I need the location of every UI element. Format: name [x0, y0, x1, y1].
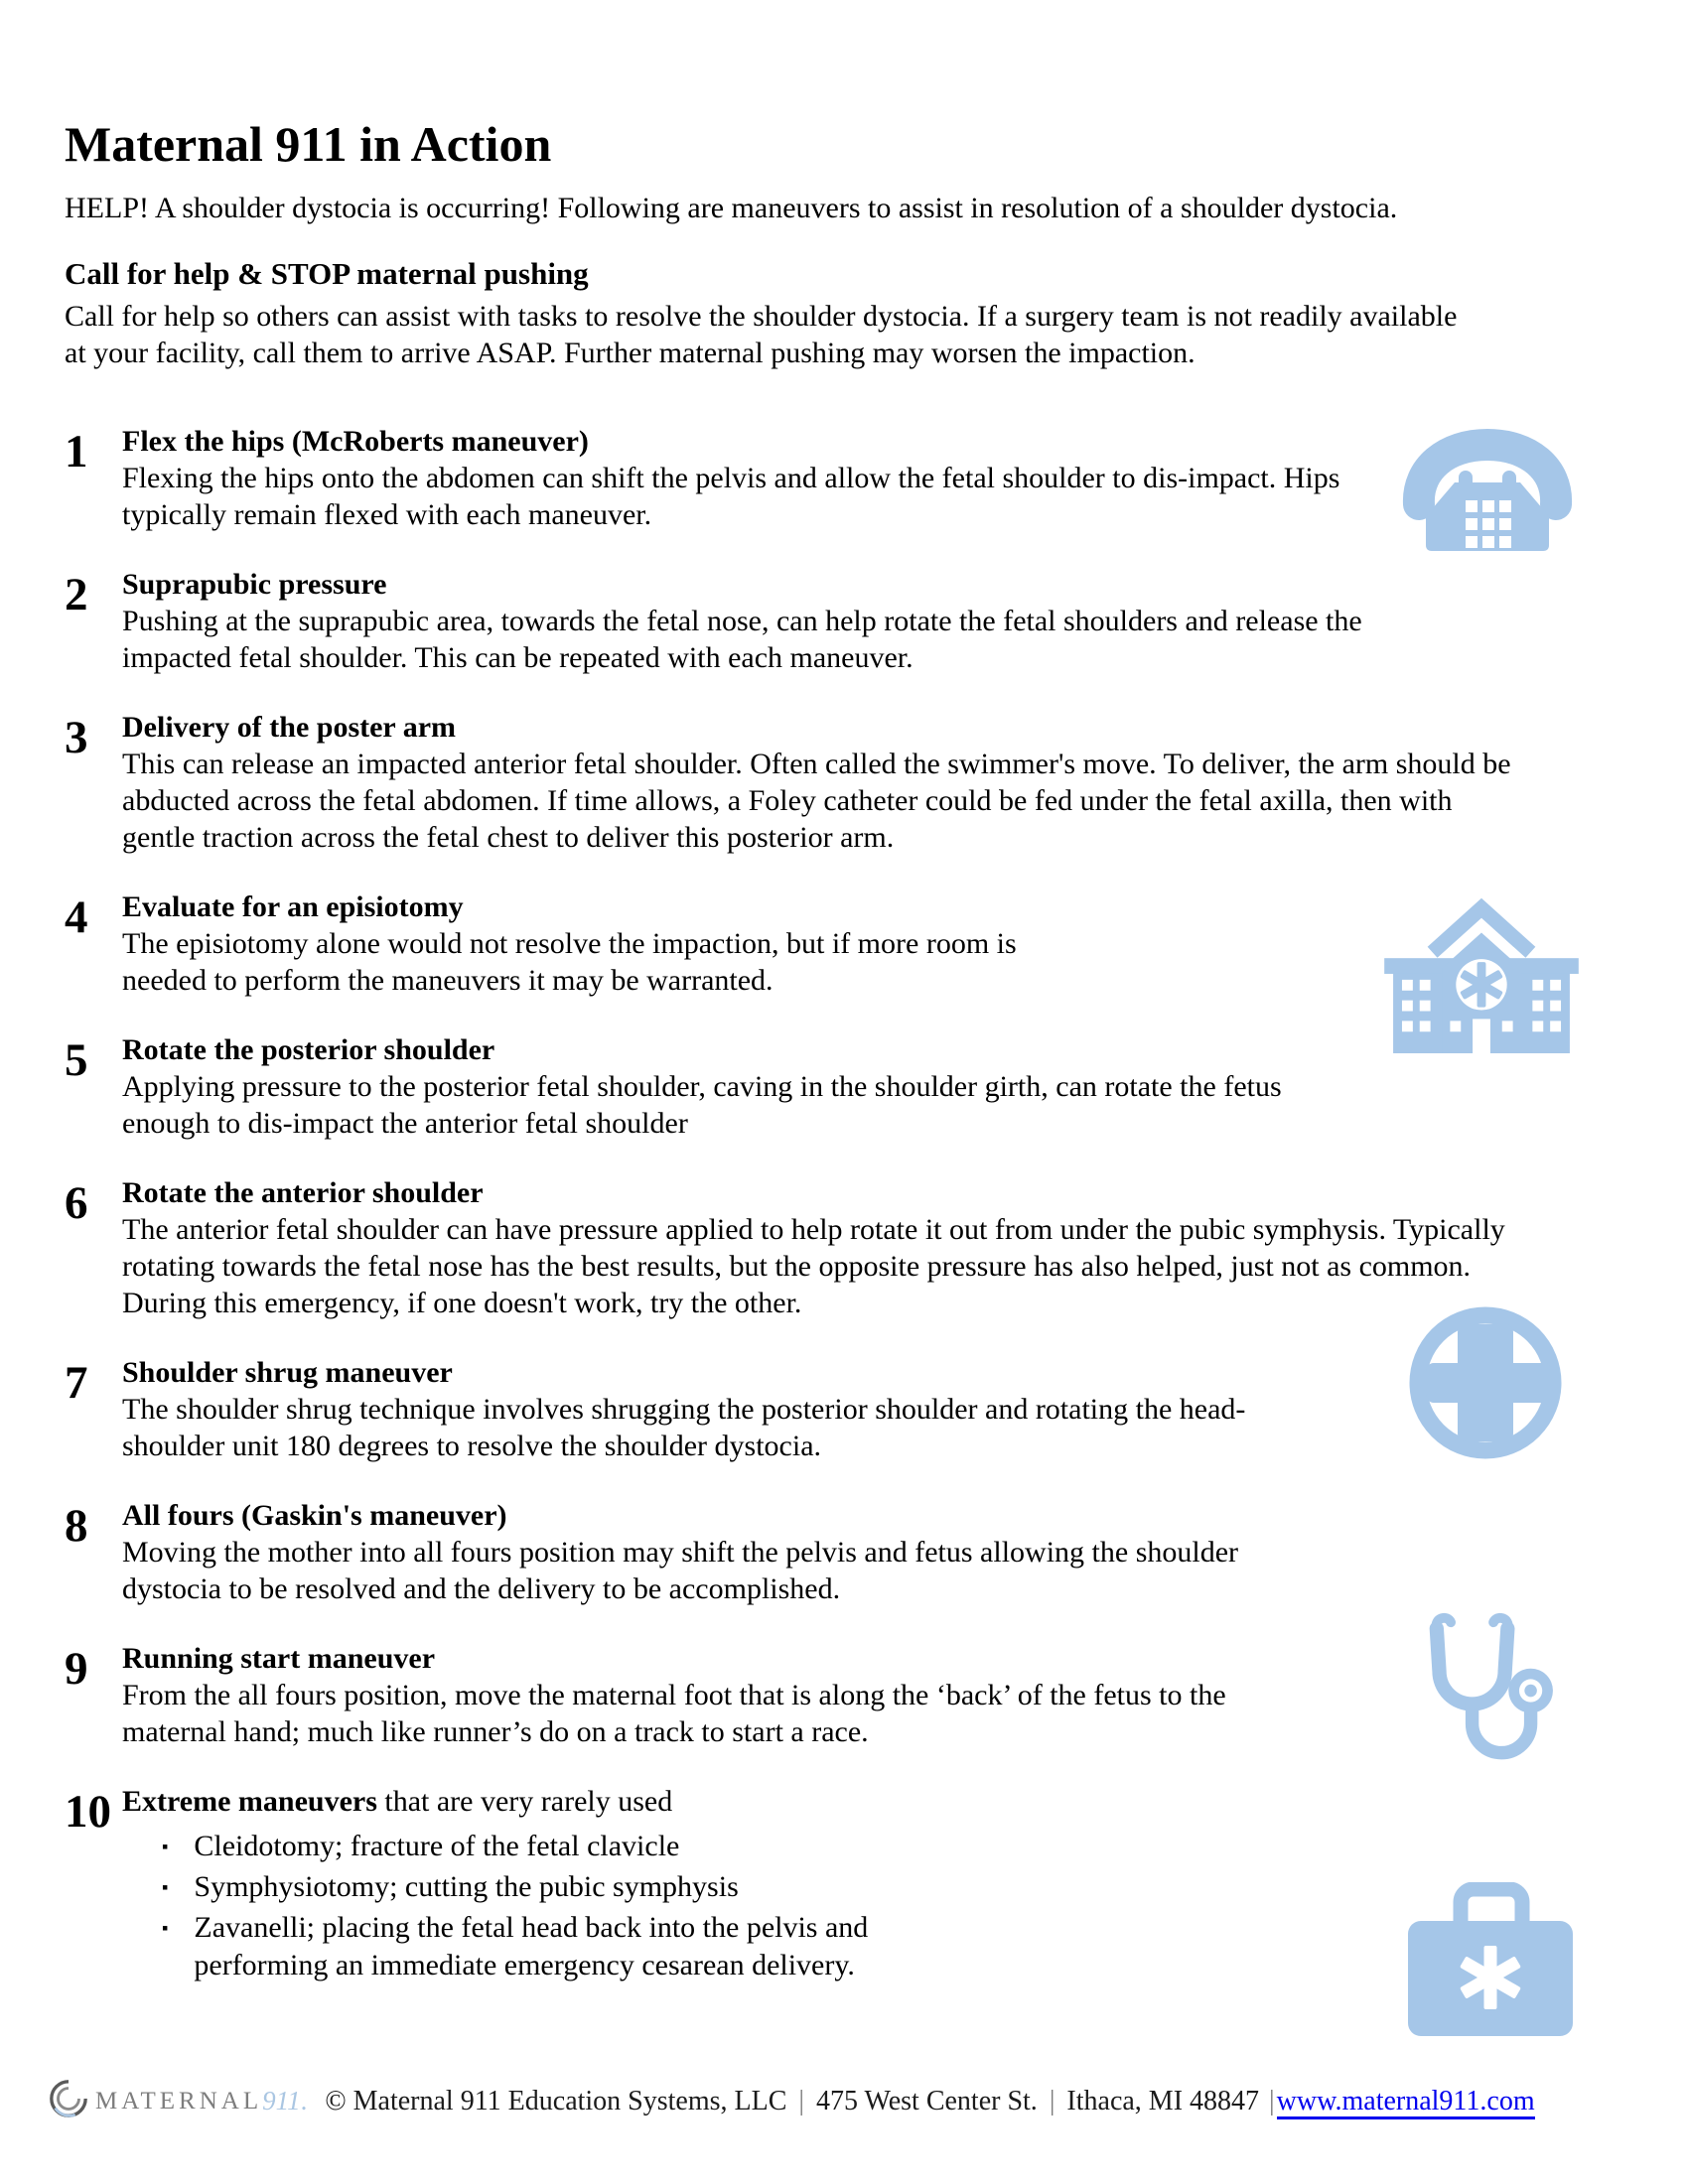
footer [48, 2077, 1656, 2125]
item-number: 8 [65, 1500, 88, 1552]
footer-separator: | [798, 2085, 805, 2116]
item-title: Flex the hips (McRoberts maneuver) [122, 425, 589, 458]
bullet-text: ▪ Cleidotomy; fracture of the fetal clavicle [194, 1830, 680, 1862]
first-aid-kit-icon [1403, 1882, 1578, 2042]
item-number: 10 [65, 1786, 111, 1838]
item-number: 5 [65, 1034, 88, 1086]
footer-text [325, 2086, 1534, 2117]
item-body: Flexing the hips onto the abdomen can shift the pelvis and allow the fetal shoulder to dis-impact. Hips typically remain flexed with each maneuver. [122, 462, 1340, 531]
phone-icon [1402, 425, 1573, 557]
item-number: 2 [65, 569, 88, 620]
list-item [65, 1783, 1544, 1987]
sub-bullet-list [122, 1828, 1544, 1984]
item-number: 7 [65, 1357, 88, 1409]
item-body: From the all fours position, move the maternal foot that is along the ‘back’ of the fetus to the maternal hand; much like runner’s do on a track to start a race. [122, 1679, 1226, 1748]
bullet-item [122, 1868, 976, 1906]
item-body: This can release an impacted anterior fetal shoulder. Often called the swimmer's move. To deliver, the arm should be abducted across the fetal abdomen. If time allows, a Foley catheter could be fed under the fetal axilla, then with gentle traction across the fetal chest to deliver this posterior arm. [122, 748, 1511, 854]
bullet-item [122, 1828, 976, 1865]
item-title: Rotate the posterior shoulder [122, 1033, 495, 1066]
footer-website-link[interactable]: www.maternal911.com [1277, 2086, 1535, 2119]
list-item [65, 1354, 1544, 1464]
item-body: The shoulder shrug technique involves shrugging the posterior shoulder and rotating the head-shoulder unit 180 degrees to resolve the shoulder dystocia. [122, 1393, 1246, 1462]
section-body: Call for help so others can assist with tasks to resolve the shoulder dystocia. If a surgery team is not readily available at your facility, call them to arrive ASAP. Further maternal pushing may worsen the impaction. [65, 300, 1458, 369]
item-body: The anterior fetal shoulder can have pressure applied to help rotate it out from under the pubic symphysis. Typically rotating towards the fetal nose has the best results, but the opposite pressure has also helped, just not as common. During this emergency, if one doesn't work, try the other. [122, 1213, 1505, 1319]
item-title: Delivery of the poster arm [122, 711, 457, 744]
stethoscope-icon [1410, 1604, 1561, 1800]
maneuver-list [65, 423, 1544, 1987]
footer-separator: | [1269, 2085, 1275, 2116]
hospital-building-icon [1383, 889, 1580, 1058]
bullet-item [122, 1909, 976, 1984]
list-item [65, 709, 1544, 856]
item-title-bold: Extreme maneuvers [122, 1785, 377, 1818]
item-number: 6 [65, 1177, 88, 1229]
item-number: 1 [65, 426, 88, 478]
item-title: All fours (Gaskin's maneuver) [122, 1499, 507, 1532]
item-body: Pushing at the suprapubic area, towards the fetal nose, can help rotate the fetal shoulders and release the impacted fetal shoulder. This can be repeated with each maneuver. [122, 605, 1362, 674]
intro-text: HELP! A shoulder dystocia is occurring! Following are maneuvers to assist in resolution of a shoulder dystocia. [65, 192, 1398, 224]
maternal911-logo [48, 2077, 307, 2125]
maternal911-swirl-logo-icon [48, 2077, 89, 2125]
item-body: Applying pressure to the posterior fetal shoulder, caving in the shoulder girth, can rotate the fetus enough to dis-impact the anterior fetal shoulder [122, 1070, 1282, 1140]
item-number: 9 [65, 1643, 88, 1695]
section-heading: Call for help & STOP maternal pushing [65, 256, 589, 291]
item-title: Shoulder shrug maneuver [122, 1356, 453, 1389]
list-item [65, 423, 1544, 533]
item-title: Evaluate for an episiotomy [122, 890, 464, 923]
document-content [65, 117, 1544, 2020]
footer-separator: | [1049, 2085, 1055, 2116]
logo-text-maternal: MATERNAL [95, 2087, 263, 2115]
item-title: Suprapubic pressure [122, 568, 387, 601]
bullet-text: ▪ Zavanelli; placing the fetal head back into the pelvis and performing an immediate emergency cesarean delivery. [194, 1911, 869, 1981]
footer-location: Ithaca, MI 48847 [1066, 2085, 1260, 2116]
item-body: The episiotomy alone would not resolve the impaction, but if more room is needed to perform the maneuvers it may be warranted. [122, 927, 1017, 997]
list-item [65, 1640, 1544, 1750]
item-body: Moving the mother into all fours position may shift the pelvis and fetus allowing the shoulder dystocia to be resolved and the delivery to be accomplished. [122, 1536, 1239, 1605]
list-item [65, 1031, 1544, 1142]
item-number: 3 [65, 712, 88, 763]
footer-copyright: © Maternal 911 Education Systems, LLC [325, 2085, 787, 2116]
list-item [65, 566, 1544, 676]
logo-dot: . [300, 2086, 308, 2116]
item-title: Rotate the anterior shoulder [122, 1176, 484, 1209]
list-item [65, 1497, 1544, 1607]
logo-text-911: 911 [262, 2086, 301, 2116]
list-item [65, 1174, 1544, 1321]
item-title [122, 1783, 1544, 1820]
item-title: Running start maneuver [122, 1642, 436, 1675]
footer-address: 475 West Center St. [816, 2085, 1038, 2116]
item-title-rest: that are very rarely used [376, 1785, 673, 1818]
list-item [65, 888, 1544, 999]
item-number: 4 [65, 891, 88, 943]
bullet-text: ▪ Symphysiotomy; cutting the pubic symphysis [194, 1870, 739, 1903]
medical-cross-circle-icon [1406, 1304, 1571, 1468]
page-title: Maternal 911 in Action [65, 116, 552, 172]
